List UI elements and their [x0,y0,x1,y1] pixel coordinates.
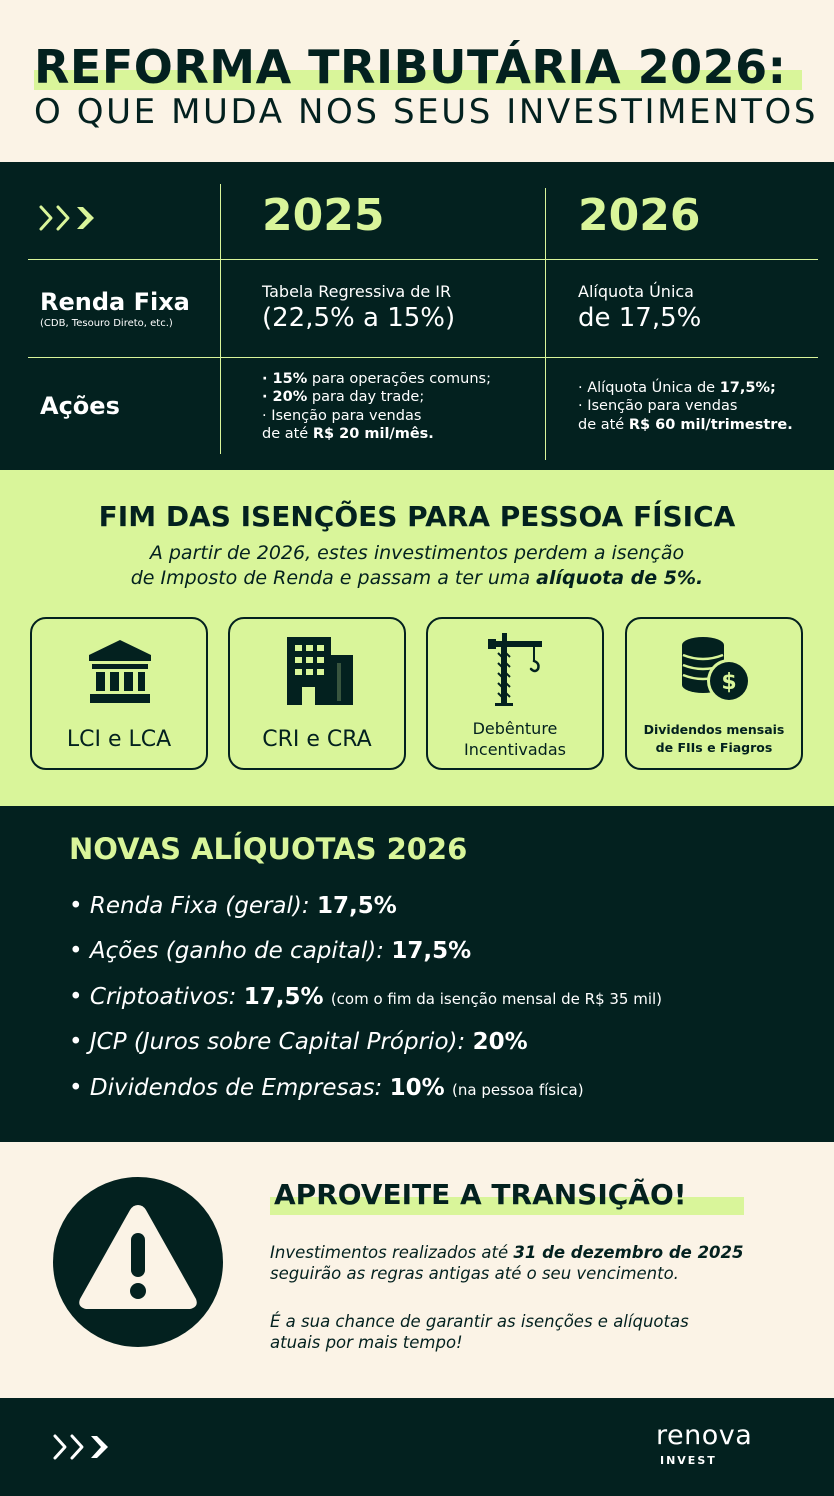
page-title: REFORMA TRIBUTÁRIA 2026: [34,40,787,94]
divider-horizontal [28,357,818,358]
bank-icon [87,639,153,705]
aproveite-title: APROVEITE A TRANSIÇÃO! [274,1178,687,1211]
page-subtitle: O QUE MUDA NOS SEUS INVESTIMENTOS [34,92,819,132]
renda-fixa-2026-line1: Alíquota Única [578,282,694,301]
building-icon [285,635,355,707]
aproveite-paragraph-1: Investimentos realizados até 31 de dezembro de 2025 seguirão as regras antigas até o seu vencimento. [270,1243,744,1284]
renda-fixa-2025-line2: (22,5% a 15%) [262,303,456,333]
card-debenture [426,617,604,770]
list-item: • JCP (Juros sobre Capital Próprio): 20% [69,1029,528,1055]
list-item: • Renda Fixa (geral): 17,5% [69,893,397,919]
brand-logo-sub: INVEST [660,1454,717,1467]
chevrons-icon [38,204,100,232]
renda-fixa-label: Renda Fixa [40,288,190,316]
crane-icon [486,633,546,707]
card-label-line2: Incentivadas [464,740,566,759]
acoes-2026-list: · Alíquota Única de 17,5%; · Isenção para vendas de até R$ 60 mil/trimestre. [578,380,793,433]
card-label: CRI e CRA [262,727,372,752]
brand-logo: renova [656,1420,753,1451]
year-2025: 2025 [262,190,385,241]
year-2026: 2026 [578,190,701,241]
card-dividendos-fii [625,617,803,770]
comparison-section [0,162,834,470]
divider-vertical [220,184,221,454]
acoes-label: Ações [40,392,120,420]
renda-fixa-sublabel: (CDB, Tesouro Direto, etc.) [40,318,173,329]
list-item: • Ações (ganho de capital): 17,5% [69,938,472,964]
chevrons-icon [52,1433,114,1461]
acoes-2025-list: · 15% para operações comuns; · 20% para day trade; · Isenção para vendas de até R$ 20 mil/mês. [262,371,491,443]
card-label-line1: Debênture [472,719,558,738]
card-label: LCI e LCA [66,727,172,752]
coins-dollar-icon [679,635,753,705]
fim-isencoes-title: FIM DAS ISENÇÕES PARA PESSOA FÍSICA [98,500,736,533]
card-label-line2: de FIIs e Fiagros [655,740,773,755]
divider-horizontal [28,259,818,260]
svg-text:$: $ [721,670,737,695]
card-cri-cra [228,617,406,770]
divider-vertical [545,188,546,460]
novas-aliquotas-title: NOVAS ALÍQUOTAS 2026 [69,832,468,866]
card-label-line1: Dividendos mensais [643,722,785,737]
fim-isencoes-sub-line2: de Imposto de Renda e passam a ter uma alíquota de 5%. [130,567,704,589]
fim-isencoes-sub-line1: A partir de 2026, estes investimentos perdem a isenção [149,542,685,564]
list-item: • Criptoativos: 17,5% (com o fim da isenção mensal de R$ 35 mil) [69,984,663,1010]
list-item: • Dividendos de Empresas: 10% (na pessoa física) [69,1075,584,1101]
warning-circle [53,1177,223,1347]
card-lci-lca [30,617,208,770]
warning-icon [75,1199,201,1317]
renda-fixa-2025-line1: Tabela Regressiva de IR [262,282,452,301]
renda-fixa-2026-line2: de 17,5% [578,303,702,333]
aproveite-paragraph-2: É a sua chance de garantir as isenções e alíquotas atuais por mais tempo! [270,1312,689,1353]
